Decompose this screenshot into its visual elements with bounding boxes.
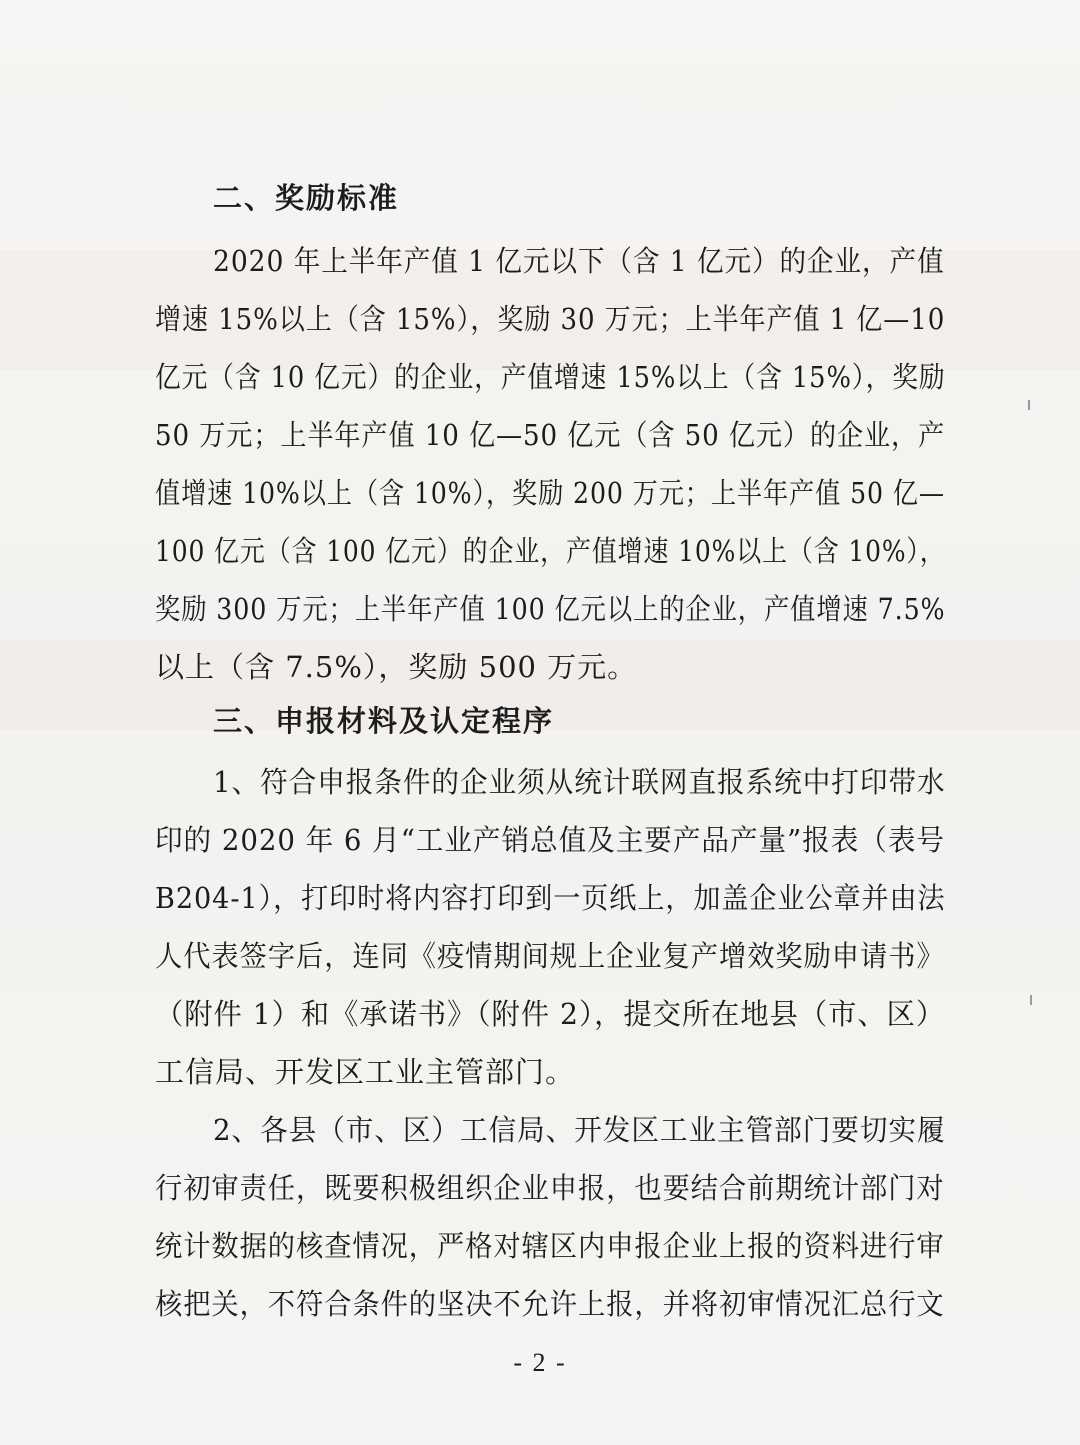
paragraph-line: B204-1），打印时将内容打印到一页纸上，加盖企业公章并由法 xyxy=(155,881,946,915)
paragraph-line: 亿元（含 10 亿元）的企业，产值增速 15%以上（含 15%），奖励 xyxy=(155,360,946,394)
page-number: - 2 - xyxy=(513,1348,567,1377)
paragraph-line: 100 亿元（含 100 亿元）的企业，产值增速 10%以上（含 10%）， xyxy=(155,534,946,568)
paragraph-line: 奖励 300 万元；上半年产值 100 亿元以上的企业，产值增速 7.5% xyxy=(155,592,946,626)
paragraph-line: 值增速 10%以上（含 10%），奖励 200 万元；上半年产值 50 亿— xyxy=(155,476,945,510)
paragraph-line: 以上（含 7.5%），奖励 500 万元。 xyxy=(155,650,638,684)
paragraph-line: 2、各县（市、区）工信局、开发区工业主管部门要切实履 xyxy=(213,1113,946,1147)
paragraph-line: 人代表签字后，连同《疫情期间规上企业复产增效奖励申请书》 xyxy=(155,939,945,973)
paragraph-line: 1、符合申报条件的企业须从统计联网直报系统中打印带水 xyxy=(213,765,946,799)
paragraph-line: 统计数据的核查情况，严格对辖区内申报企业上报的资料进行审 xyxy=(155,1229,945,1263)
scan-mark xyxy=(1030,995,1032,1005)
paragraph-line: 2020 年上半年产值 1 亿元以下（含 1 亿元）的企业，产值 xyxy=(213,244,945,278)
scan-mark xyxy=(1028,400,1030,410)
paragraph-line: 核把关，不符合条件的坚决不允许上报，并将初审情况汇总行文 xyxy=(155,1287,945,1321)
section-heading-reward-standard: 二、奖励标准 xyxy=(213,181,400,215)
section-heading-application-procedure: 三、申报材料及认定程序 xyxy=(213,704,555,738)
paragraph-line: （附件 1）和《承诺书》（附件 2），提交所在地县（市、区） xyxy=(155,997,946,1031)
paragraph-line: 工信局、开发区工业主管部门。 xyxy=(155,1055,576,1089)
paragraph-line: 增速 15%以上（含 15%），奖励 30 万元；上半年产值 1 亿—10 xyxy=(155,302,946,336)
paragraph-line: 50 万元；上半年产值 10 亿—50 亿元（含 50 亿元）的企业，产 xyxy=(155,418,946,452)
paragraph-line: 行初审责任，既要积极组织企业申报，也要结合前期统计部门对 xyxy=(155,1171,945,1205)
paragraph-line: 印的 2020 年 6 月“工业产销总值及主要产品产量”报表（表号 xyxy=(155,823,945,857)
